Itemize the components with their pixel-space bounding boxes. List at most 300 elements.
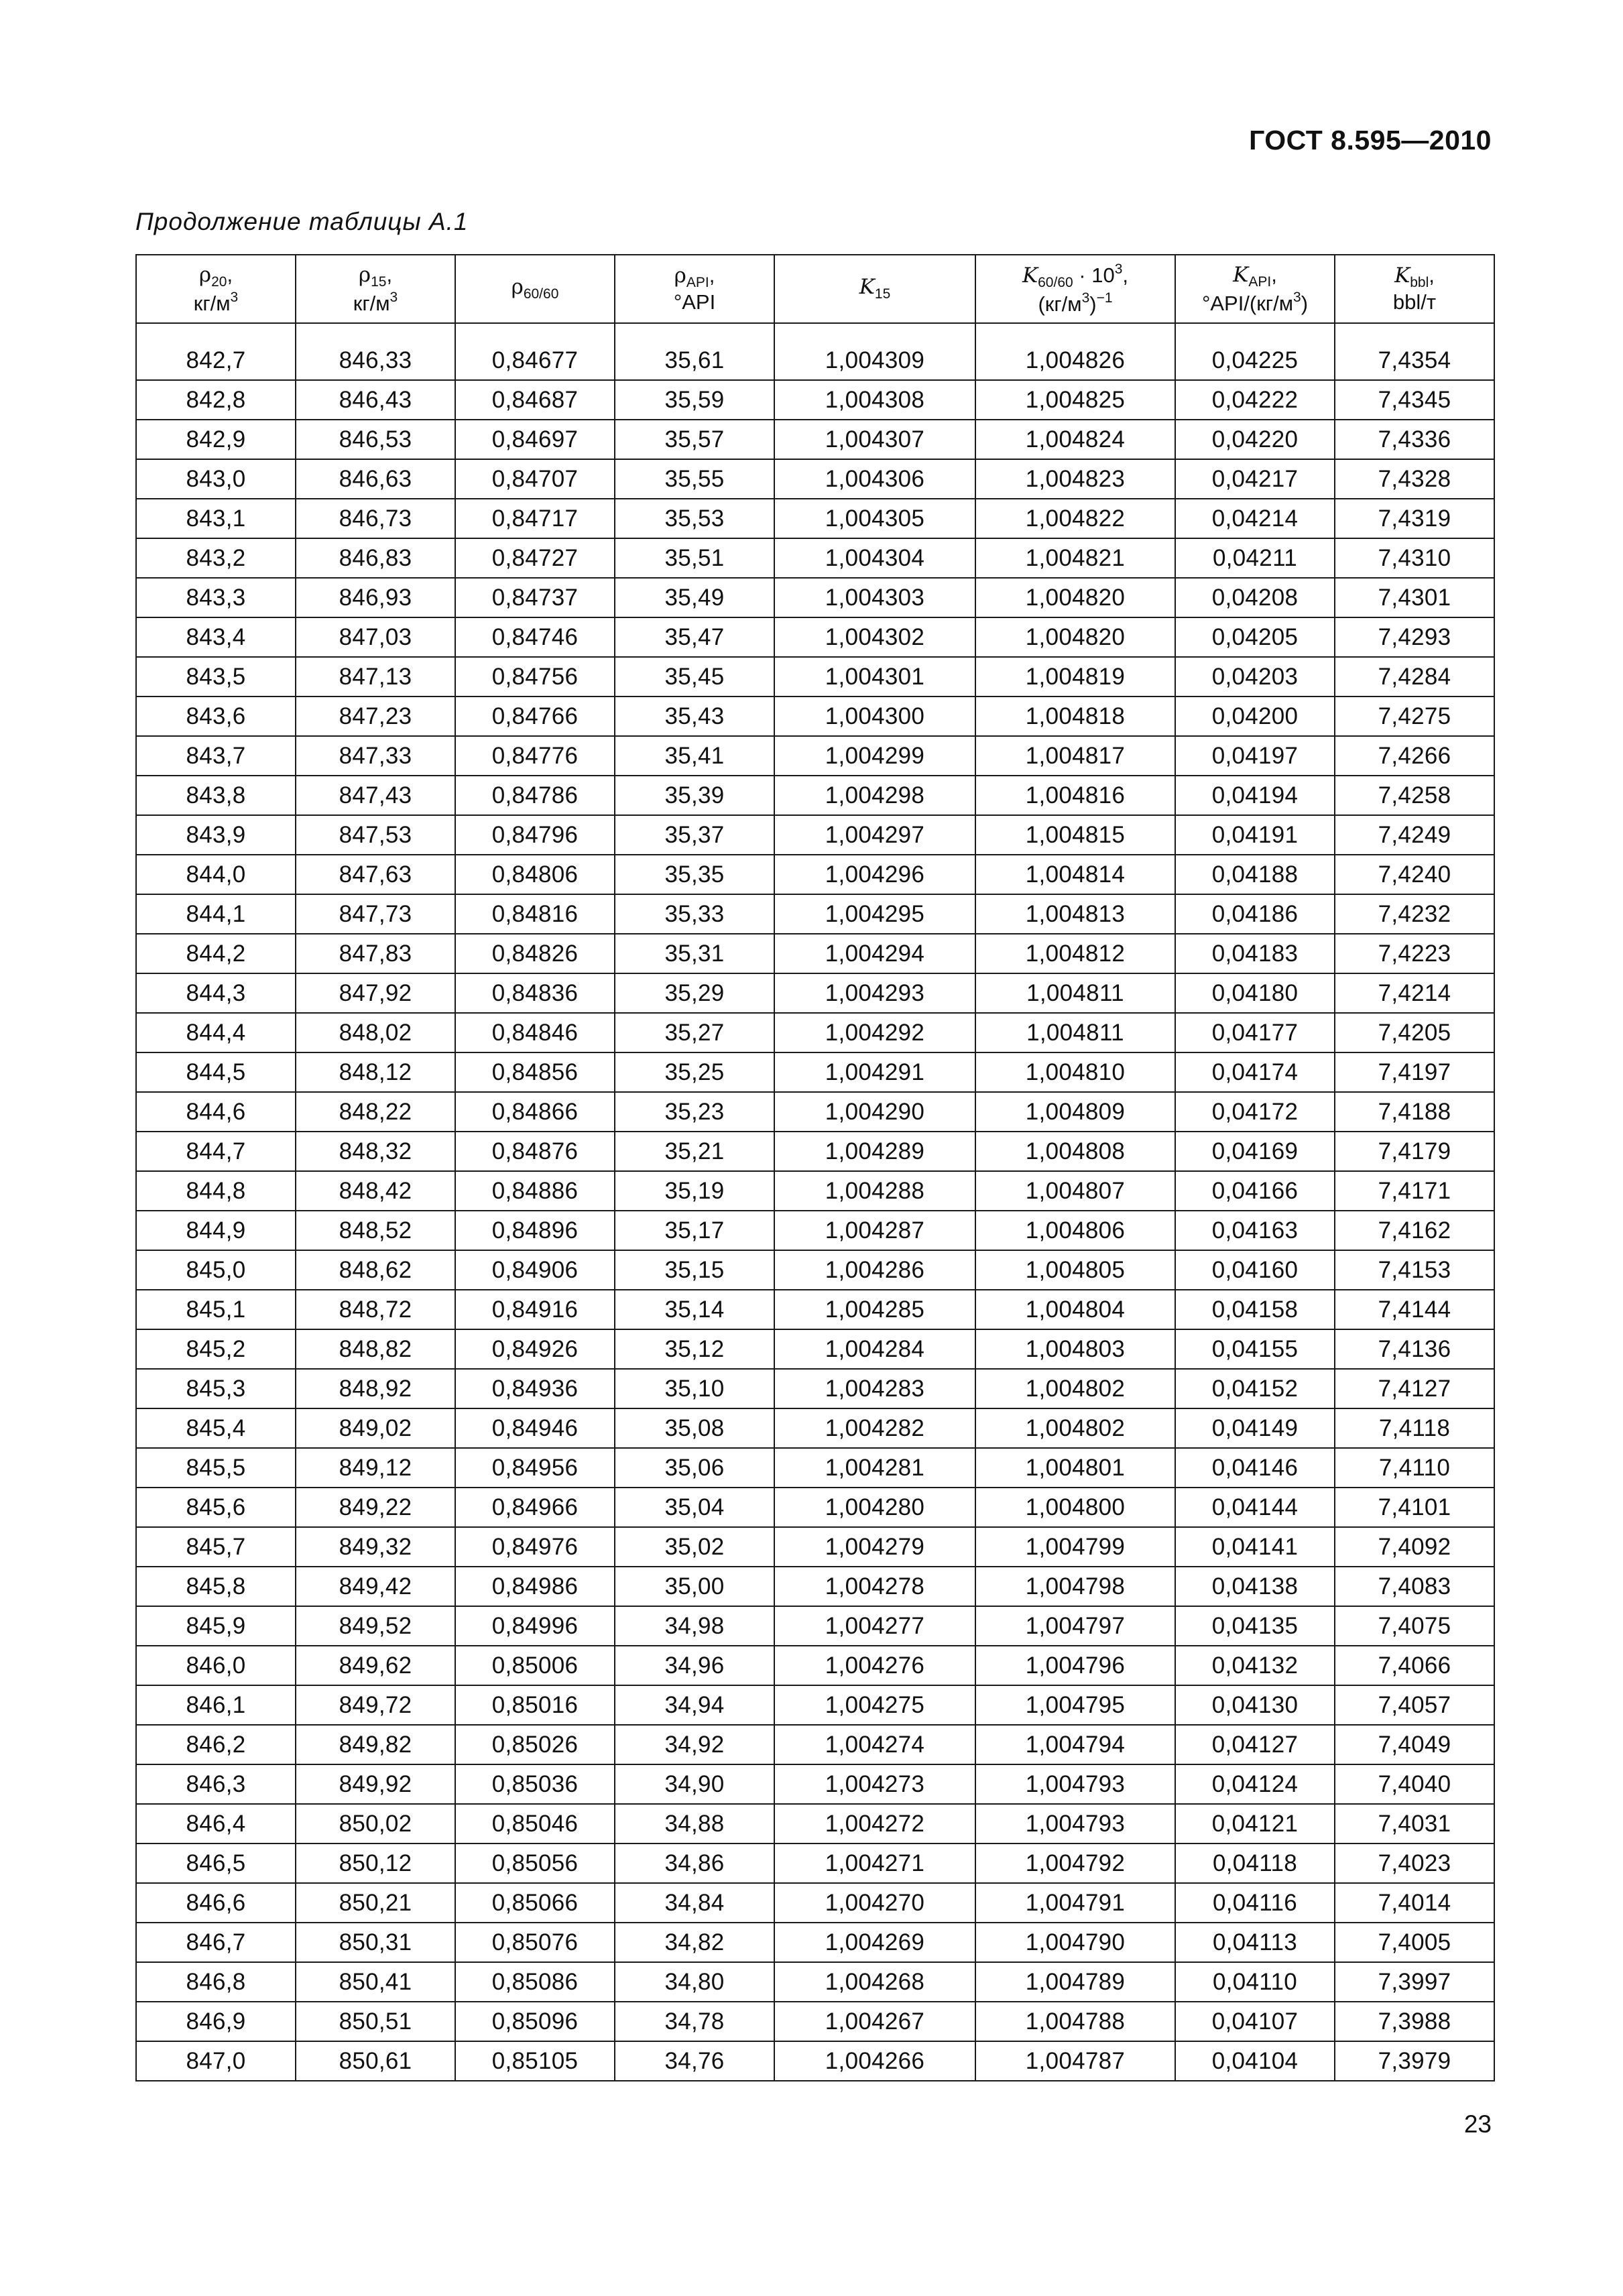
table-cell: 848,72 [296, 1290, 455, 1329]
table-cell: 7,4179 [1335, 1132, 1494, 1171]
table-cell: 7,4284 [1335, 657, 1494, 697]
table-cell: 7,4354 [1335, 341, 1494, 380]
table-cell: 844,1 [136, 894, 296, 934]
table-row [136, 1052, 1494, 1092]
table-cell: 849,92 [296, 1764, 455, 1804]
table-cell: 0,04146 [1175, 1448, 1335, 1488]
header-sub-text: bbl [1410, 275, 1429, 291]
table-cell: 845,7 [136, 1527, 296, 1567]
table-cell: 0,84746 [455, 617, 615, 657]
table-row [136, 1448, 1494, 1488]
table-cell: 0,04188 [1175, 855, 1335, 894]
table-cell: 34,80 [615, 1962, 774, 2002]
table-cell: 7,4197 [1335, 1052, 1494, 1092]
column-header [136, 255, 296, 323]
table-cell: 1,004787 [975, 2041, 1175, 2081]
table-cell: 846,9 [136, 2002, 296, 2041]
table-cell: 0,04121 [1175, 1804, 1335, 1844]
table-row [136, 1171, 1494, 1211]
table-cell: 1,004292 [774, 1013, 975, 1052]
column-header [455, 255, 615, 323]
table-cell: 34,78 [615, 2002, 774, 2041]
table-cell: 849,42 [296, 1567, 455, 1606]
header-unit-line [976, 291, 1175, 315]
table-row [136, 815, 1494, 855]
table-cell: 845,6 [136, 1488, 296, 1527]
table-cell: 1,004808 [975, 1132, 1175, 1171]
table-cell: 0,84677 [455, 341, 615, 380]
table-row [136, 2041, 1494, 2081]
table-cell: 7,4101 [1335, 1488, 1494, 1527]
table-cell: 848,02 [296, 1013, 455, 1052]
table-cell: 0,04127 [1175, 1725, 1335, 1764]
table-cell: 842,7 [136, 341, 296, 380]
table-cell: 847,03 [296, 617, 455, 657]
standard-designation: ГОСТ 8.595—2010 [1249, 125, 1492, 156]
table-cell: 0,84856 [455, 1052, 615, 1092]
table-cell: 1,004793 [975, 1804, 1175, 1844]
table-cell: 843,1 [136, 499, 296, 538]
table-row [136, 1329, 1494, 1369]
table-cell: 0,04155 [1175, 1329, 1335, 1369]
header-tail-sup-text: 3 [1114, 261, 1123, 278]
header-unit-sup-text: 3 [1293, 289, 1301, 305]
table-cell: 0,04172 [1175, 1092, 1335, 1132]
table-cell: 847,13 [296, 657, 455, 697]
table-cell: 7,4249 [1335, 815, 1494, 855]
header-tail-text: , [227, 262, 233, 286]
table-cell: 843,0 [136, 459, 296, 499]
table-cell: 1,004820 [975, 578, 1175, 617]
table-cell: 1,004283 [774, 1369, 975, 1408]
table-row [136, 1923, 1494, 1962]
page-number: 23 [1463, 2110, 1492, 2138]
table-cell: 0,84886 [455, 1171, 615, 1211]
table-cell: 0,04132 [1175, 1646, 1335, 1685]
table-cell: 1,004825 [975, 380, 1175, 420]
table-cell: 846,3 [136, 1764, 296, 1804]
table-cell: 850,21 [296, 1883, 455, 1923]
table-cell: 0,04222 [1175, 380, 1335, 420]
table-cell: 848,92 [296, 1369, 455, 1408]
header-sym-text: K [1394, 263, 1410, 288]
table-row [136, 1962, 1494, 2002]
table-cell: 0,85066 [455, 1883, 615, 1923]
table-cell: 849,82 [296, 1725, 455, 1764]
table-cell: 0,04152 [1175, 1369, 1335, 1408]
table-cell: 35,59 [615, 380, 774, 420]
table-cell: 0,04158 [1175, 1290, 1335, 1329]
header-unit-text: °API [673, 290, 716, 314]
header-sym-text: K [1022, 263, 1038, 288]
header-unit-sup-text: 3 [1081, 290, 1090, 306]
table-row [136, 1132, 1494, 1171]
table-cell: 1,004282 [774, 1408, 975, 1448]
table-cell: 35,15 [615, 1250, 774, 1290]
table-cell: 1,004299 [774, 736, 975, 776]
table-cell: 1,004811 [975, 973, 1175, 1013]
table-row [136, 1883, 1494, 1923]
header-unit-tail-text: ) [1301, 291, 1309, 315]
table-cell: 1,004823 [975, 459, 1175, 499]
table-cell: 844,8 [136, 1171, 296, 1211]
table-cell: 1,004273 [774, 1764, 975, 1804]
table-cell: 848,12 [296, 1052, 455, 1092]
table-cell: 1,004302 [774, 617, 975, 657]
table-row [136, 1092, 1494, 1132]
table-cell: 7,4110 [1335, 1448, 1494, 1488]
table-cell: 0,84826 [455, 934, 615, 973]
header-symbol-line [976, 262, 1175, 291]
table-cell: 1,004286 [774, 1250, 975, 1290]
table-cell: 845,5 [136, 1448, 296, 1488]
table-row [136, 1527, 1494, 1567]
table-cell: 0,04208 [1175, 578, 1335, 617]
table-row [136, 1685, 1494, 1725]
table-cell: 7,4310 [1335, 538, 1494, 578]
table-cell: 0,84796 [455, 815, 615, 855]
table-cell: 0,04214 [1175, 499, 1335, 538]
table-cell: 7,4127 [1335, 1369, 1494, 1408]
table-cell: 1,004798 [975, 1567, 1175, 1606]
table-cell: 847,0 [136, 2041, 296, 2081]
table-cell: 0,04169 [1175, 1132, 1335, 1171]
table-cell: 35,39 [615, 776, 774, 815]
header-symbol-line [456, 276, 614, 302]
table-cell: 0,04177 [1175, 1013, 1335, 1052]
table-cell: 34,88 [615, 1804, 774, 1844]
table-cell: 0,84717 [455, 499, 615, 538]
table-cell: 844,4 [136, 1013, 296, 1052]
table-row [136, 499, 1494, 538]
table-cell: 1,004802 [975, 1369, 1175, 1408]
header-symbol-line [775, 276, 975, 302]
table-row [136, 1290, 1494, 1329]
table-cell: 0,84946 [455, 1408, 615, 1448]
table-cell: 1,004801 [975, 1448, 1175, 1488]
table-cell: 846,6 [136, 1883, 296, 1923]
table-row [136, 934, 1494, 973]
table-cell: 848,42 [296, 1171, 455, 1211]
table-cell: 1,004303 [774, 578, 975, 617]
table-cell: 0,84926 [455, 1329, 615, 1369]
table-cell: 0,04211 [1175, 538, 1335, 578]
table-row [136, 459, 1494, 499]
table-cell: 35,00 [615, 1567, 774, 1606]
table-row [136, 2002, 1494, 2041]
table-row [136, 380, 1494, 420]
table-cell: 0,84876 [455, 1132, 615, 1171]
header-unit-line [615, 291, 774, 313]
table-cell: 846,63 [296, 459, 455, 499]
table-cell: 1,004809 [975, 1092, 1175, 1132]
table-row [136, 538, 1494, 578]
table-row [136, 776, 1494, 815]
table-row [136, 1804, 1494, 1844]
table-cell: 843,3 [136, 578, 296, 617]
header-unit-line [137, 290, 295, 314]
header-unit-tail-sup-text: −1 [1096, 290, 1113, 306]
table-cell: 0,84766 [455, 697, 615, 736]
table-row [136, 1369, 1494, 1408]
table-row [136, 697, 1494, 736]
table-cell: 7,4319 [1335, 499, 1494, 538]
table-row [136, 1725, 1494, 1764]
table-cell: 0,84816 [455, 894, 615, 934]
table-cell: 34,94 [615, 1685, 774, 1725]
table-cell: 847,92 [296, 973, 455, 1013]
table-cell: 0,85026 [455, 1725, 615, 1764]
table-cell: 0,84966 [455, 1488, 615, 1527]
table-cell: 1,004815 [975, 815, 1175, 855]
header-sym-text: ρ [198, 262, 212, 287]
table-cell: 846,5 [136, 1844, 296, 1883]
table-cell: 0,85046 [455, 1804, 615, 1844]
table-cell: 1,004791 [975, 1883, 1175, 1923]
table-cell: 846,8 [136, 1962, 296, 2002]
table-cell: 1,004307 [774, 420, 975, 459]
table-cell: 0,04135 [1175, 1606, 1335, 1646]
table-cell: 846,73 [296, 499, 455, 538]
header-symbol-line [296, 263, 455, 290]
table-cell: 0,84866 [455, 1092, 615, 1132]
table-cell: 7,4240 [1335, 855, 1494, 894]
table-cell: 849,72 [296, 1685, 455, 1725]
table-cell: 844,2 [136, 934, 296, 973]
table-cell: 0,85105 [455, 2041, 615, 2081]
table-cell: 848,22 [296, 1092, 455, 1132]
header-sub-text: API [686, 275, 709, 291]
table-cell: 845,3 [136, 1369, 296, 1408]
table-cell: 1,004275 [774, 1685, 975, 1725]
table-cell: 843,2 [136, 538, 296, 578]
table-cell: 0,85016 [455, 1685, 615, 1725]
table-cell: 850,61 [296, 2041, 455, 2081]
table-cell: 843,5 [136, 657, 296, 697]
table-cell: 0,84896 [455, 1211, 615, 1250]
header-sub-text: 15 [874, 286, 891, 302]
table-cell: 846,2 [136, 1725, 296, 1764]
table-cell: 1,004802 [975, 1408, 1175, 1448]
table-cell: 1,004821 [975, 538, 1175, 578]
header-symbol-line [137, 263, 295, 290]
table-row [136, 736, 1494, 776]
table-cell: 847,53 [296, 815, 455, 855]
table-cell: 7,4258 [1335, 776, 1494, 815]
table-cell: 1,004794 [975, 1725, 1175, 1764]
table-row [136, 894, 1494, 934]
table-cell: 846,0 [136, 1646, 296, 1685]
table-cell: 842,8 [136, 380, 296, 420]
table-cell: 0,04160 [1175, 1250, 1335, 1290]
table-cell: 7,4144 [1335, 1290, 1494, 1329]
table-cell: 850,02 [296, 1804, 455, 1844]
table-cell: 846,1 [136, 1685, 296, 1725]
table-cell: 7,3988 [1335, 2002, 1494, 2041]
table-cell: 1,004793 [975, 1764, 1175, 1804]
header-unit-text: кг/м [193, 291, 231, 315]
table-cell: 1,004804 [975, 1290, 1175, 1329]
table-cell: 1,004820 [975, 617, 1175, 657]
table-cell: 846,53 [296, 420, 455, 459]
table-cell: 7,4023 [1335, 1844, 1494, 1883]
table-cell: 0,04113 [1175, 1923, 1335, 1962]
column-header [1175, 255, 1335, 323]
table-cell: 1,004789 [975, 1962, 1175, 2002]
table-cell: 1,004298 [774, 776, 975, 815]
table-cell: 7,4049 [1335, 1725, 1494, 1764]
table-cell: 846,33 [296, 341, 455, 380]
table-cell: 0,04174 [1175, 1052, 1335, 1092]
header-unit-text: bbl/т [1392, 290, 1437, 314]
table-cell: 0,04186 [1175, 894, 1335, 934]
table-cell: 7,4345 [1335, 380, 1494, 420]
table-cell: 1,004279 [774, 1527, 975, 1567]
table-cell: 1,004822 [975, 499, 1175, 538]
table-cell: 1,004297 [774, 815, 975, 855]
table-cell: 1,004284 [774, 1329, 975, 1369]
table-cell: 843,4 [136, 617, 296, 657]
table-cell: 844,0 [136, 855, 296, 894]
header-symbol-line [1335, 264, 1494, 291]
table-cell: 1,004278 [774, 1567, 975, 1606]
table-cell: 7,4040 [1335, 1764, 1494, 1804]
table-cell: 0,04197 [1175, 736, 1335, 776]
table-cell: 1,004803 [975, 1329, 1175, 1369]
table-cell: 849,02 [296, 1408, 455, 1448]
header-tail2-text: , [1122, 263, 1129, 288]
table-cell: 0,04130 [1175, 1685, 1335, 1725]
table-cell: 847,83 [296, 934, 455, 973]
table-cell: 35,49 [615, 578, 774, 617]
table-cell: 1,004277 [774, 1606, 975, 1646]
table-cell: 1,004267 [774, 2002, 975, 2041]
table-cell: 1,004800 [975, 1488, 1175, 1527]
table-cell: 0,04124 [1175, 1764, 1335, 1804]
header-sub-text: 15 [371, 274, 387, 290]
table-cell: 7,4083 [1335, 1567, 1494, 1606]
table-cell: 0,85056 [455, 1844, 615, 1883]
table-row [136, 657, 1494, 697]
table-cell: 0,84996 [455, 1606, 615, 1646]
table-body [136, 323, 1494, 2081]
header-symbol-line [615, 264, 774, 291]
table-cell: 850,12 [296, 1844, 455, 1883]
table-cell: 1,004281 [774, 1448, 975, 1488]
table-row [136, 420, 1494, 459]
header-tail-text: , [386, 262, 393, 286]
table-cell: 1,004811 [975, 1013, 1175, 1052]
header-unit-line [1335, 291, 1494, 313]
table-cell: 0,04141 [1175, 1527, 1335, 1567]
table-cell: 1,004300 [774, 697, 975, 736]
table-cell: 845,2 [136, 1329, 296, 1369]
header-spacer-row [136, 323, 1494, 341]
table-cell: 1,004270 [774, 1883, 975, 1923]
table-row [136, 1764, 1494, 1804]
table-cell: 1,004268 [774, 1962, 975, 2002]
table-cell: 34,96 [615, 1646, 774, 1685]
table-cell: 1,004813 [975, 894, 1175, 934]
header-unit-text: кг/м [353, 291, 390, 315]
header-unit-sup-text: 3 [230, 289, 239, 305]
table-cell: 35,23 [615, 1092, 774, 1132]
table-cell: 35,31 [615, 934, 774, 973]
table-cell: 35,35 [615, 855, 774, 894]
table-cell: 1,004295 [774, 894, 975, 934]
table-cell: 1,004810 [975, 1052, 1175, 1092]
table-cell: 7,3979 [1335, 2041, 1494, 2081]
table-cell: 1,004296 [774, 855, 975, 894]
table-cell: 1,004792 [975, 1844, 1175, 1883]
table-header-row [136, 255, 1494, 323]
table-cell: 844,5 [136, 1052, 296, 1092]
table-cell: 1,004788 [975, 2002, 1175, 2041]
table-cell: 845,9 [136, 1606, 296, 1646]
table-cell: 35,53 [615, 499, 774, 538]
table-row [136, 1606, 1494, 1646]
table-cell: 0,84976 [455, 1527, 615, 1567]
table-cell: 844,3 [136, 973, 296, 1013]
table-cell: 0,84776 [455, 736, 615, 776]
table-cell: 850,51 [296, 2002, 455, 2041]
table-cell: 846,4 [136, 1804, 296, 1844]
table-cell: 0,84727 [455, 538, 615, 578]
table-row [136, 1211, 1494, 1250]
table-cell: 7,4205 [1335, 1013, 1494, 1052]
table-cell: 1,004807 [975, 1171, 1175, 1211]
table-row [136, 1013, 1494, 1052]
table-cell: 1,004795 [975, 1685, 1175, 1725]
table-cell: 846,93 [296, 578, 455, 617]
table-cell: 844,7 [136, 1132, 296, 1171]
header-unit-sup-text: 3 [389, 289, 398, 305]
table-cell: 7,4092 [1335, 1527, 1494, 1567]
table-cell: 1,004305 [774, 499, 975, 538]
table-cell: 35,02 [615, 1527, 774, 1567]
table-cell: 7,4275 [1335, 697, 1494, 736]
table-cell: 0,04220 [1175, 420, 1335, 459]
table-cell: 7,4031 [1335, 1804, 1494, 1844]
table-cell: 848,52 [296, 1211, 455, 1250]
table-cell: 844,9 [136, 1211, 296, 1250]
table-cell: 0,04166 [1175, 1171, 1335, 1211]
table-row [136, 973, 1494, 1013]
table-cell: 34,82 [615, 1923, 774, 1962]
header-unit-text: (кг/м [1038, 292, 1082, 316]
table-cell: 845,8 [136, 1567, 296, 1606]
table-cell: 842,9 [136, 420, 296, 459]
table-cell: 1,004301 [774, 657, 975, 697]
table-cell: 849,52 [296, 1606, 455, 1646]
table-cell: 7,4301 [1335, 578, 1494, 617]
table-cell: 1,004309 [774, 341, 975, 380]
table-cell: 0,04225 [1175, 341, 1335, 380]
table-cell: 0,85096 [455, 2002, 615, 2041]
table-cell: 0,84936 [455, 1369, 615, 1408]
header-sym-text: K [859, 275, 875, 300]
table-cell: 1,004293 [774, 973, 975, 1013]
table-cell: 845,1 [136, 1290, 296, 1329]
table-cell: 1,004274 [774, 1725, 975, 1764]
table-cell: 35,57 [615, 420, 774, 459]
table-cell: 35,17 [615, 1211, 774, 1250]
table-cell: 0,04118 [1175, 1844, 1335, 1883]
table-cell: 7,4153 [1335, 1250, 1494, 1290]
table-cell: 0,04180 [1175, 973, 1335, 1013]
table-cell: 847,63 [296, 855, 455, 894]
table-cell: 849,32 [296, 1527, 455, 1567]
